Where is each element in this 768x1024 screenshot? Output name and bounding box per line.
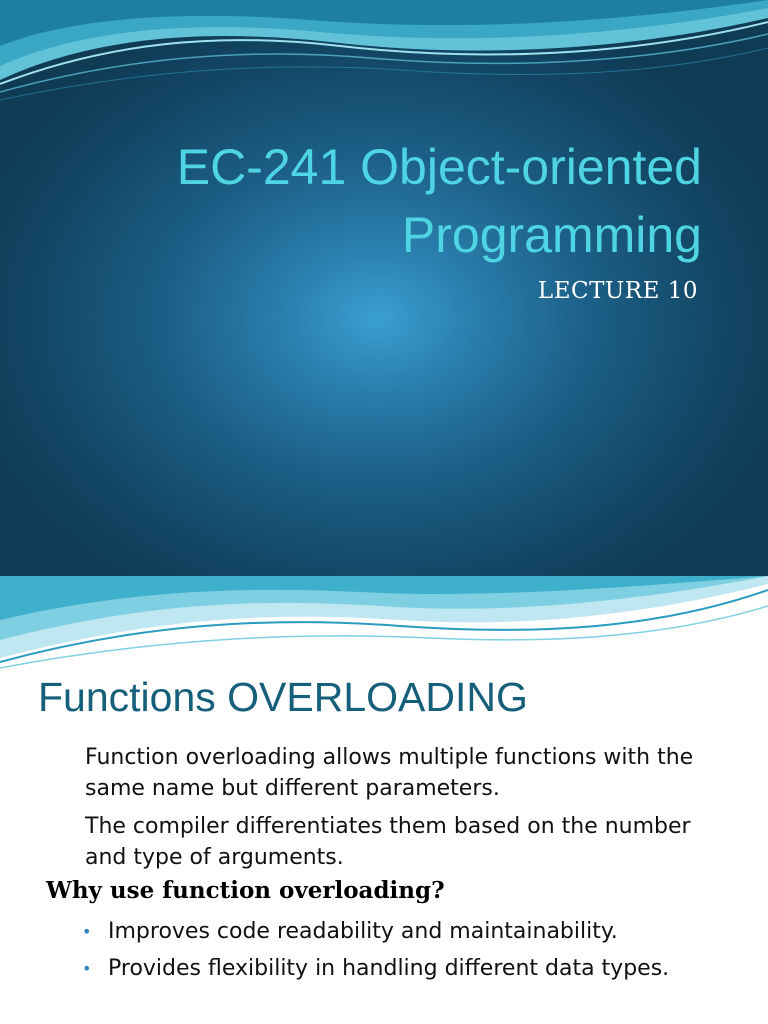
slide-subtitle: LECTURE 10 [537, 278, 698, 304]
section-heading: Why use function overloading? [46, 877, 445, 904]
bullet-text: Improves code readability and maintainability. [108, 919, 618, 944]
paragraph: The compiler differentiates them based on the number and type of arguments. [85, 814, 691, 870]
bullet-item [82, 953, 722, 984]
bullet-item [82, 916, 722, 947]
bullet-text: Provides flexibility in handling different data types. [108, 956, 670, 981]
bullet-icon: • [82, 959, 92, 978]
paragraph: Function overloading allows multiple functions with the same name but different parameters. [85, 745, 694, 801]
bullet-icon: • [82, 922, 92, 941]
decorative-wave-header [0, 576, 768, 672]
bullet-list [82, 916, 722, 990]
content-slide [0, 576, 768, 1024]
decorative-wave-header [0, 0, 768, 110]
slide-title: Functions OVERLOADING [38, 674, 528, 720]
slide-title: EC-241 Object-oriented Programming [176, 139, 702, 263]
